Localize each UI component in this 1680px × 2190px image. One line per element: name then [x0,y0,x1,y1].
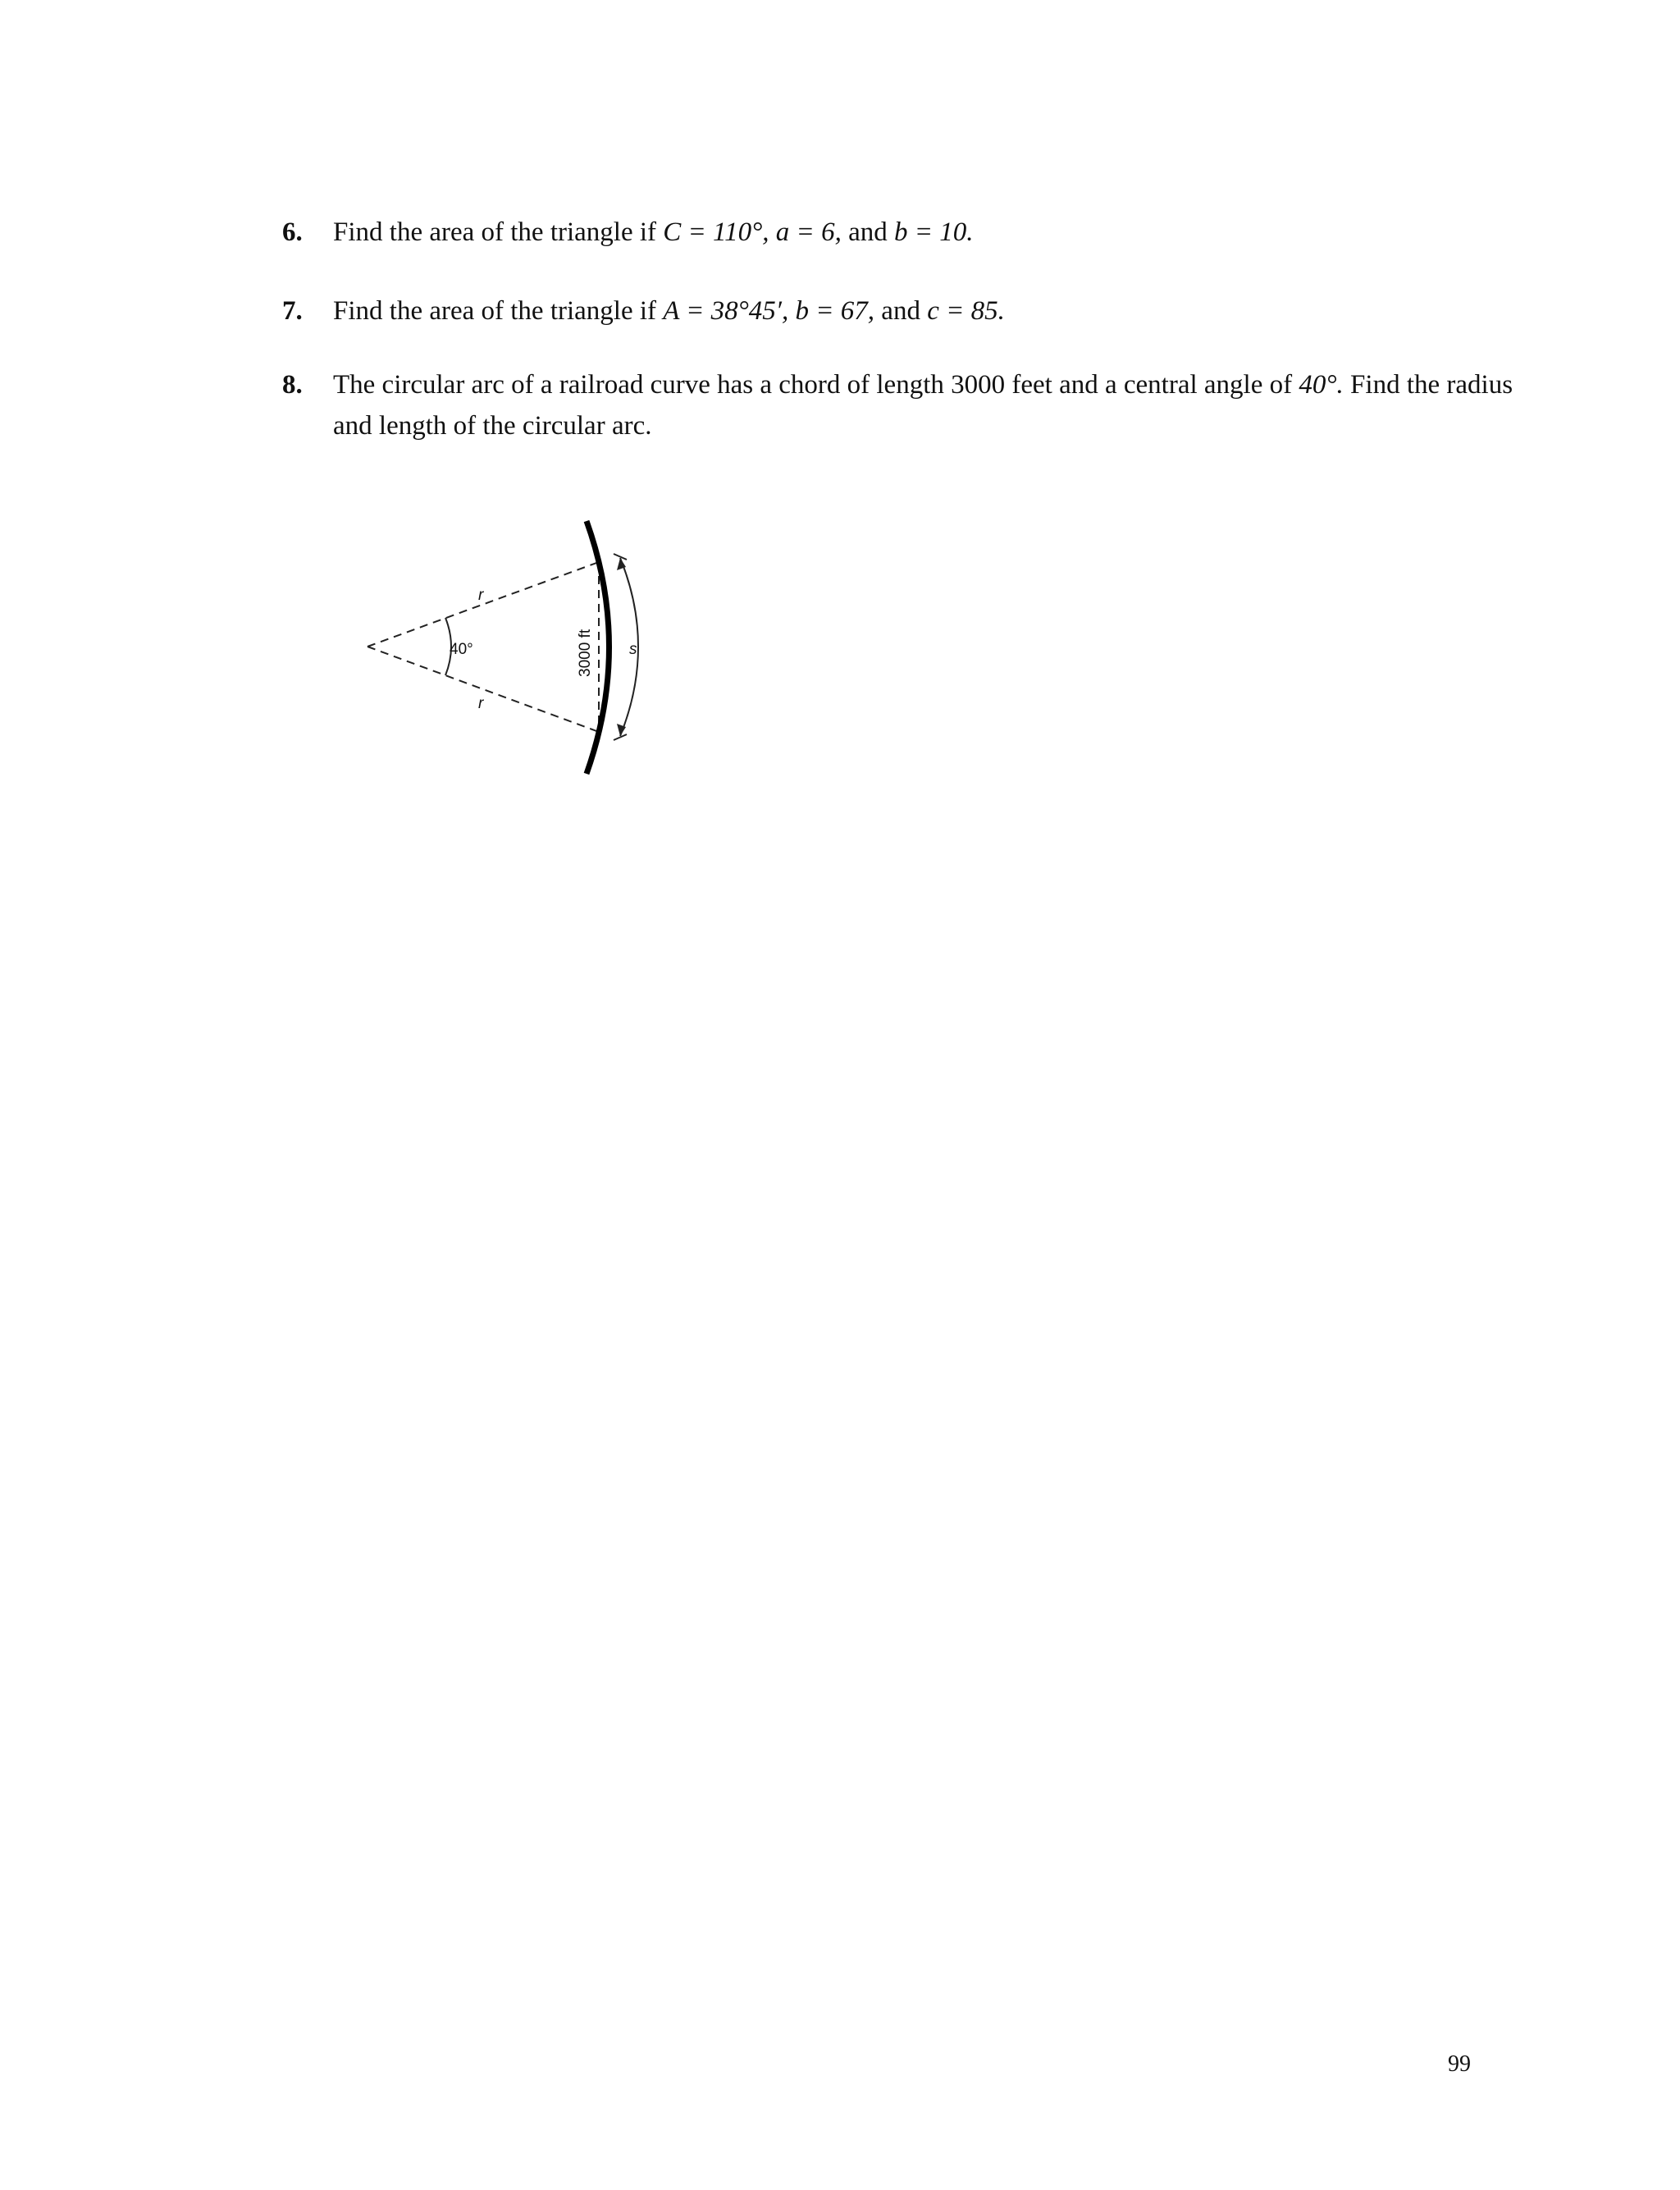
problem-joiner: and [881,296,920,326]
railroad-curve-diagram [353,513,664,792]
page-number: 99 [1448,2051,1471,2077]
problem-math-2: c = 85. [927,296,1005,326]
problem-text [333,364,1537,446]
railroad-curve-figure [353,513,664,792]
radius-line-top [368,562,599,647]
radius-line-bottom [368,647,599,732]
problem-7 [282,290,1537,331]
problem-8 [282,364,1537,446]
problem-number: 8. [282,370,303,400]
angle-label: 40° [450,641,473,658]
problem-text-part-2: Find the radius and length of the circular arc. [333,370,1513,441]
problem-joiner: and [848,217,888,247]
problem-angle: 40°. [1299,370,1344,400]
problem-number: 7. [282,296,303,326]
problem-text [333,290,1537,331]
problem-math-2: b = 10. [893,217,974,247]
radius-label-bottom: r [478,695,484,712]
problem-text [333,212,1537,253]
problem-lead: Find the area of the triangle if [333,296,657,326]
problem-math: A = 38°45′, b = 67, [663,296,875,326]
problem-text-part-1: The circular arc of a railroad curve has a chord of length 3000 feet and a central angle of [333,370,1293,400]
problem-lead: Find the area of the triangle if [333,217,657,247]
problem-6 [282,212,1537,253]
radius-label-top: r [478,587,484,604]
problem-number: 6. [282,217,303,247]
arc-label: s [629,641,637,658]
chord-label: 3000 ft [577,629,594,677]
problem-math: C = 110°, a = 6, [663,217,842,247]
